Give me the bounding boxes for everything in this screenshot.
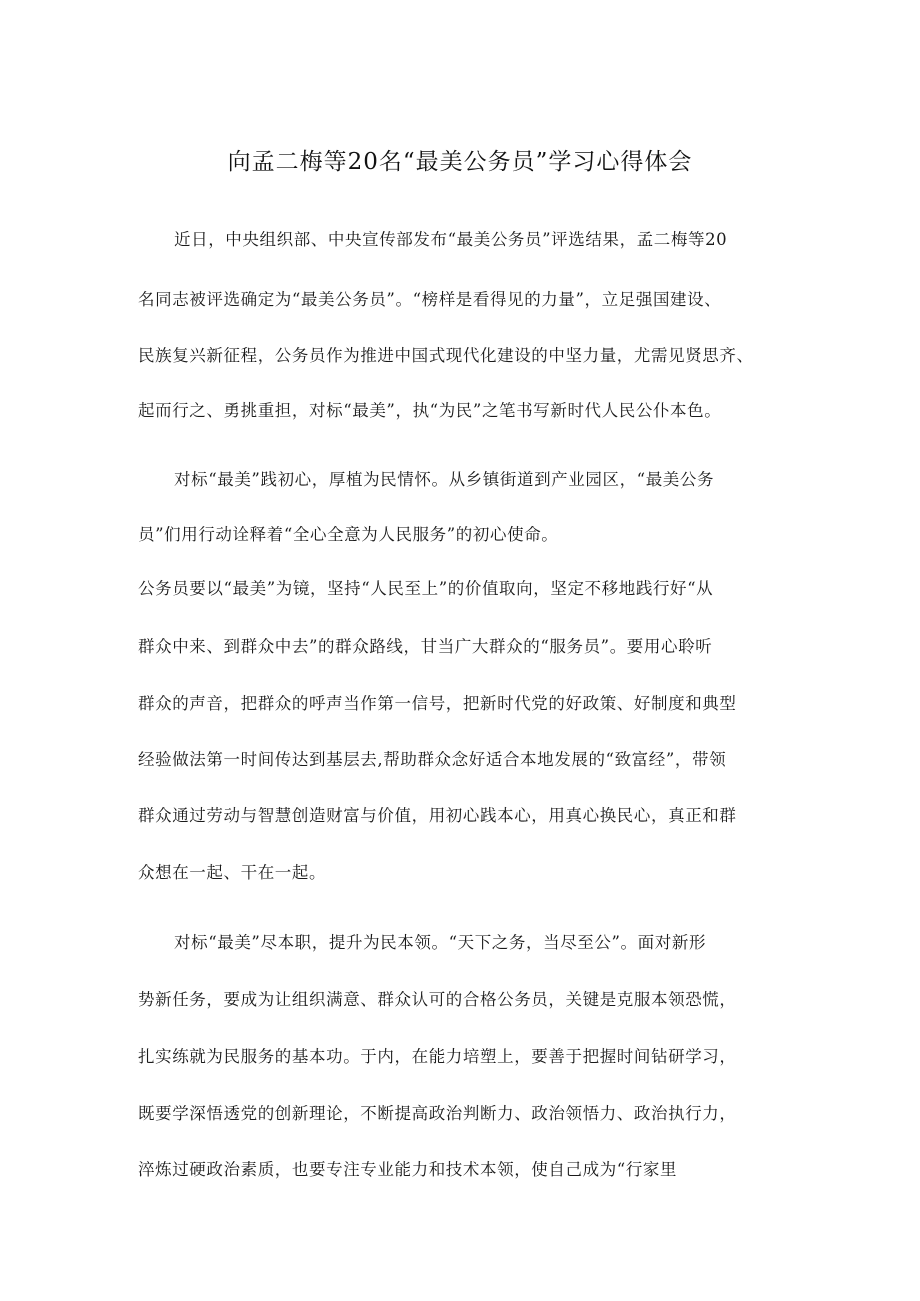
- paragraph-1-line-1: 近日，中央组织部、中央宣传部发布“最美公务员”评选结果，孟二梅等20: [174, 230, 728, 249]
- paragraph-3-line-6: 众想在一起、干在一起。: [138, 863, 327, 882]
- paragraph-3-line-3: 群众的声音，把群众的呼声当作第一信号，把新时代党的好政策、好制度和典型: [138, 694, 737, 713]
- paragraph-4-line-4: 既要学深悟透党的创新理论，不断提高政治判断力、政治领悟力、政治执行力，: [138, 1104, 737, 1123]
- document-title: 向孟二梅等20名“最美公务员”学习心得体会: [227, 149, 693, 175]
- paragraph-3-line-4: 经验做法第一时间传达到基层去,帮助群众念好适合本地发展的“致富经”，带领: [138, 750, 727, 769]
- paragraph-3-line-1: 公务员要以“最美”为镜，坚持“人民至上”的价值取向，坚定不移地践行好“从: [138, 579, 714, 598]
- paragraph-4-line-5: 淬炼过硬政治素质，也要专注专业能力和技术本领，使自己成为“行家里: [138, 1160, 678, 1179]
- paragraph-1-line-4: 起而行之、勇挑重担，对标“最美”，执“为民”之笔书写新时代人民公仆本色。: [138, 401, 722, 420]
- paragraph-1-line-3: 民族复兴新征程，公务员作为推进中国式现代化建设的中坚力量，尤需见贤思齐、: [138, 346, 754, 365]
- paragraph-1-line-2: 名同志被评选确定为“最美公务员”。“榜样是看得见的力量”，立足强国建设、: [138, 290, 722, 309]
- paragraph-4-line-1: 对标“最美”尽本职，提升为民本领。“天下之务，当尽至公”。面对新形: [174, 933, 707, 952]
- paragraph-4-line-3: 扎实练就为民服务的基本功。于内，在能力培塑上，要善于把握时间钻研学习，: [138, 1047, 737, 1066]
- paragraph-2-line-2: 员”们用行动诠释着“全心全意为人民服务”的初心使命。: [138, 525, 559, 544]
- paragraph-3-line-2: 群众中来、到群众中去”的群众路线，甘当广大群众的“服务员”。要用心聆听: [138, 637, 713, 656]
- paragraph-4-line-2: 势新任务，要成为让组织满意、群众认可的合格公务员，关键是克服本领恐慌，: [138, 990, 737, 1009]
- paragraph-2-line-1: 对标“最美”践初心，厚植为民情怀。从乡镇街道到产业园区，“最美公务: [174, 470, 715, 489]
- paragraph-3-line-5: 群众通过劳动与智慧创造财富与价值，用初心践本心，用真心换民心，真正和群: [138, 806, 737, 825]
